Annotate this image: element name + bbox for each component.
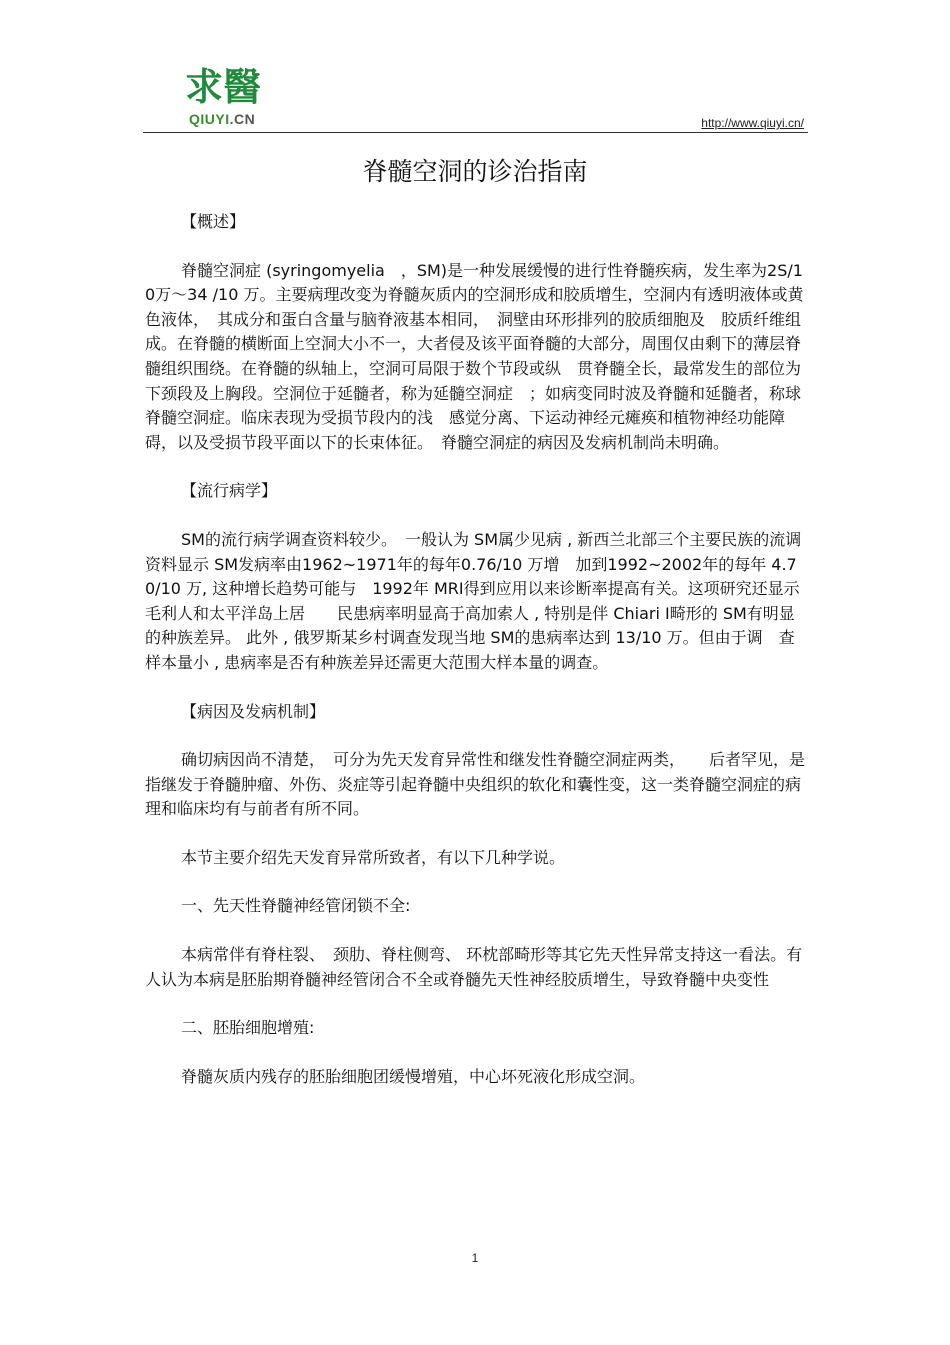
page-number: 1 [471,1251,479,1265]
header-url-link[interactable]: http://www.qiuyi.cn/ [701,116,804,130]
logo-characters: 求醫 [185,64,262,109]
subheading-neural-tube: 一、先天性脊髓神经管闭锁不全: [181,896,411,916]
section-heading-overview: 【概述】 [181,212,246,231]
logo-wordmark [189,111,255,127]
logo-wordmark-main: QIUYI [189,111,230,127]
section-heading-etiology: 【病因及发病机制】 [181,701,326,721]
qiuyi-logo[interactable] [185,62,280,132]
header-divider [143,132,808,133]
etiology-intro-paragraph: 本节主要介绍先天发育异常所致者，有以下几种学说。 [181,847,566,867]
page-header [143,62,808,134]
section-heading-epidemiology: 【流行病学】 [181,481,278,501]
epidemiology-paragraph: SM的流行病学调查资料较少。 一般认为 SM属少见病 , 新西兰北部三个主要民族的流调资料显示 SM发病率由1962~1971年的每年0.76/10 万增 加到1992~2002年的每年 4.70/10 万, 这种增长趋势可能与 1992年 MRI得到应用以来诊断率提高有关。这项研究还显示毛利人和太平洋岛上居 民患病率明显高于高加索人 , 特别是伴 Chiari Ⅰ畸形的 SM有明显的种族差异。 此外 , 俄罗斯某乡村调查发现当地 SM的患病率达到 13/10 万。但由于调 查样本量小 , 患病率是否有种族差异还需更大范围大样本量的调查。 [145,529,802,672]
etiology-paragraph: 确切病因尚不清楚， 可分为先天发育异常性和继发性脊髓空洞症两类， 后者罕见，是指继发于脊髓肿瘤、外伤、炎症等引起脊髓中央组织的软化和囊性变，这一类脊髓空洞症的病理和临床均有与前者有所不同。 [145,750,806,819]
document-body [145,210,810,1089]
document-title: 脊髓空洞的诊治指南 [362,157,588,186]
overview-paragraph: 脊髓空洞症 (syringomyelia ，SM)是一种发展缓慢的进行性脊髓疾病，发生率为2S/10万～34 /10 万。主要病理改变为脊髓灰质内的空洞形成和胶质增生，空洞内有透明液体或黄色液体， 其成分和蛋白含量与脑脊液基本相同， 洞壁由环形排列的胶质细胞及 胶质纤维组成。在脊髓的横断面上空洞大小不一，大者侵及该平面脊髓的大部分，周围仅由剩下的薄层脊髓组织围绕。在脊髓的纵轴上，空洞可局限于数个节段或纵 贯脊髓全长，最常发生的部位为下颈段及上胸段。空洞位于延髓者，称为延髓空洞症 ；如病变同时波及脊髓和延髓者，称球脊髓空洞症。临床表现为受损节段内的浅 感觉分离、下运动神经元瘫痪和植物神经功能障碍，以及受损节段平面以下的长束体征。 脊髓空洞症的病因及发病机制尚未明确。 [145,260,804,452]
neural-tube-paragraph: 本病常伴有脊柱裂、 颈肋、脊柱侧弯、 环枕部畸形等其它先天性异常支持这一看法。有人认为本病是胚胎期脊髓神经管闭合不全或脊髓先天性神经胶质增生，导致脊髓中央变性 [145,945,803,989]
embryonic-cells-paragraph: 脊髓灰质内残存的胚胎细胞团缓慢增殖，中心坏死液化形成空洞。 [181,1066,646,1086]
subheading-embryonic-cells: 二、胚胎细胞增殖: [181,1018,315,1038]
logo-wordmark-domain: .CN [229,111,256,127]
